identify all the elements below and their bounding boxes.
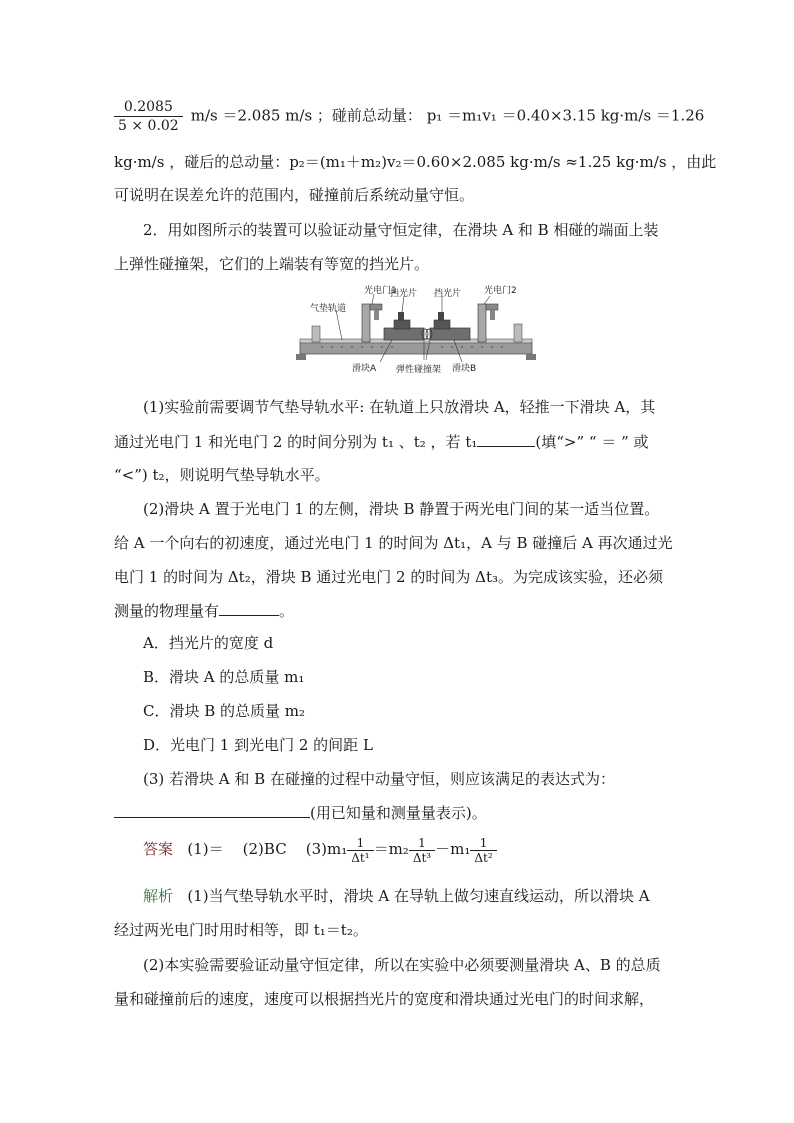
analysis-2-line-2: 量和碰撞前后的速度，速度可以根据挡光片的宽度和滑块通过光电门的时间求解， [114, 990, 655, 1008]
part-1-text-a: 通过光电门 1 和光电门 2 的时间分别为 t₁ 、t₂ ，若 t₁ [114, 433, 478, 451]
slider-b [426, 312, 470, 340]
analysis-2-line-1: (2)本实验需要验证动量守恒定律，所以在实验中必须要测量滑块 A、B 的总质 [143, 956, 661, 974]
part-1-line-1: (1)实验前需要调节气垫导轨水平: 在轨道上只放滑块 A，轻推一下滑块 A，其 [143, 398, 656, 416]
photogate-2 [478, 304, 498, 342]
fraction-dt1: $\frac{1}{\text{Δt¹}}$ [347, 836, 373, 865]
part-2-line-3: 电门 1 的时间为 Δt₂，滑块 B 通过光电门 2 的时间为 Δt₃。为完成该实验，还必须 [114, 568, 664, 586]
velocity-result-text: m/s ＝2.085 m/s ；碰前总动量： [190, 106, 422, 125]
part-3-text: (用已知量和测量量表示)。 [310, 804, 487, 822]
label-shutter-1: 挡光片 [390, 289, 418, 299]
answer-blank-3 [114, 803, 310, 818]
photogate-1 [362, 304, 382, 342]
part-2-line-2: 给 A 一个向右的初速度，通过光电门 1 的时间为 Δt₁，A 与 B 碰撞后 A 再次通过光 [114, 534, 673, 552]
option-a: A．挡光片的宽度 d [143, 634, 274, 652]
part-2-text: 测量的物理量有 [114, 602, 220, 620]
label-air-track: 气垫轨道 [310, 304, 347, 314]
analysis-line-1 [143, 886, 650, 906]
answer-label: 答案 [143, 840, 174, 858]
label-slider-b: 滑块B [452, 364, 477, 374]
part-1-line-3: “<”) t₂，则说明气垫导轨水平。 [114, 466, 330, 484]
answer-part-3-prefix: (3)m₁ [305, 840, 348, 858]
option-b: B．滑块 A 的总质量 m₁ [143, 668, 305, 686]
analysis-line-2: 经过两光电门时用时相等，即 t₁＝t₂。 [114, 921, 368, 939]
fraction-numerator: 0.2085 [114, 98, 183, 117]
answer-part-1: (1)＝ [187, 840, 224, 858]
answer-minus: －m₁ [435, 840, 471, 858]
slider-a [384, 312, 428, 340]
fraction-dt2: $\frac{1}{\text{Δt²}}$ [470, 836, 496, 865]
momentum-before-expr: p₁ ＝m₁v₁ ＝0.40×3.15 kg·m/s ＝1.26 [426, 106, 705, 125]
option-d: D．光电门 1 到光电门 2 的间距 L [143, 736, 373, 754]
fraction-dt3: $\frac{1}{\text{Δt³}}$ [409, 836, 435, 865]
part-2-line-1: (2)滑块 A 置于光电门 1 的左侧，滑块 B 静置于两光电门间的某一适当位置。 [143, 500, 660, 518]
answer-line [143, 832, 497, 866]
question-2-line-1: 2．用如图所示的装置可以验证动量守恒定律，在滑块 A 和 B 相碰的端面上装 [143, 221, 659, 239]
answer-equals: ＝m₂ [373, 840, 409, 858]
analysis-label: 解析 [143, 887, 174, 905]
part-1-line-2 [114, 432, 649, 452]
momentum-before-line [114, 98, 704, 135]
option-c: C．滑块 B 的总质量 m₂ [143, 702, 306, 720]
momentum-after-line: kg·m/s ，碰后的总动量：p₂＝(m₁＋m₂)v₂＝0.60×2.085 kg·m/s ≈1.25 kg·m/s ，由此 [114, 153, 717, 171]
air-track-figure [292, 284, 542, 380]
answer-blank-1 [477, 432, 535, 447]
label-shutter-2: 挡光片 [434, 289, 462, 299]
label-photogate-1: 光电门1 [364, 286, 397, 296]
part-2-line-4 [114, 601, 294, 621]
velocity-fraction [114, 98, 183, 135]
fraction-denominator: 5 × 0.02 [118, 118, 179, 134]
label-spring-bumper: 弹性碰撞架 [396, 365, 442, 375]
part-1-text-b: (填“>” “ ＝ ” 或 [535, 433, 649, 451]
answer-blank-2 [219, 601, 279, 616]
label-slider-a: 滑块A [352, 364, 377, 374]
part-3-line-1: (3) 若滑块 A 和 B 在碰撞的过程中动量守恒，则应该满足的表达式为： [143, 770, 615, 788]
air-track [300, 342, 532, 354]
answer-part-2: (2)BC [242, 840, 287, 858]
part-2-end: 。 [279, 602, 295, 620]
label-photogate-2: 光电门2 [484, 286, 517, 296]
conclusion-line: 可说明在误差允许的范围内，碰撞前后系统动量守恒。 [114, 186, 475, 204]
part-3-line-2 [114, 803, 487, 823]
question-2-line-2: 上弹性碰撞架，它们的上端装有等宽的挡光片。 [114, 255, 430, 273]
analysis-text-1: (1)当气垫导轨水平时，滑块 A 在导轨上做匀速直线运动，所以滑块 A [187, 887, 650, 905]
